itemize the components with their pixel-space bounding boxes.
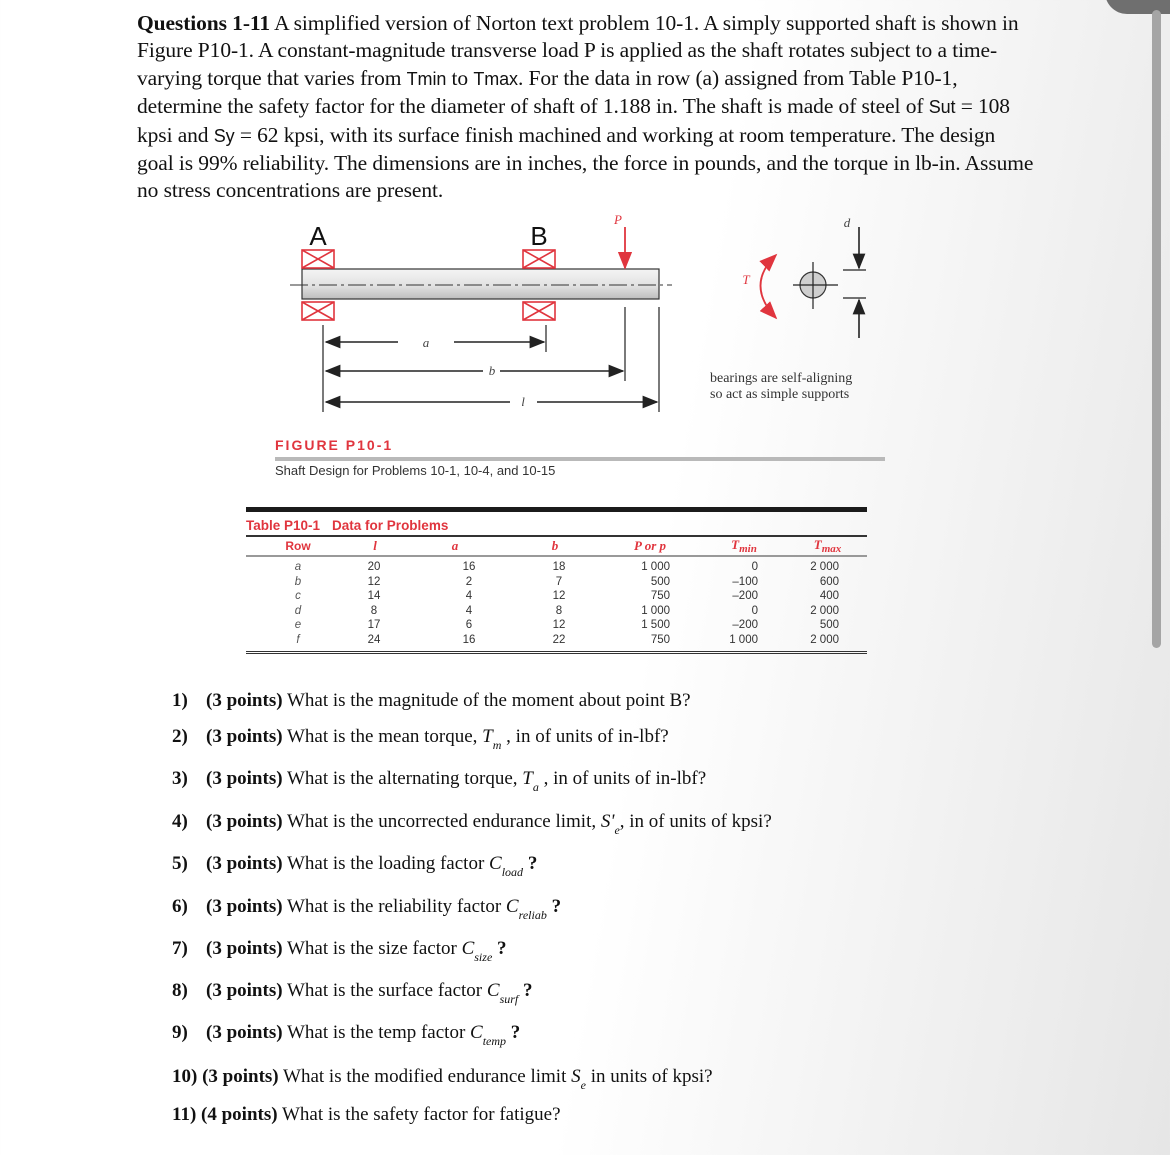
question-points: (3 points) — [206, 980, 283, 1001]
question-points: (3 points) — [206, 938, 283, 959]
col-header-b: b — [510, 536, 600, 556]
cell-a: 16 — [462, 561, 476, 573]
symbol: C — [489, 853, 502, 874]
col-header-l: l — [350, 536, 400, 556]
cell-l: 12 — [367, 575, 381, 588]
cell-p: 1 500 — [641, 619, 670, 632]
cell-l: 20 — [367, 561, 381, 573]
cell-b: 18 — [552, 561, 566, 573]
col-header-p: P or p — [600, 536, 700, 556]
symbol: T — [522, 768, 533, 789]
bearing-note: bearings are self-aligning so act as simple supports — [710, 371, 853, 402]
cell-a: 4 — [465, 604, 473, 617]
symbol-subscript: reliab — [518, 908, 547, 922]
table-row — [246, 633, 867, 652]
cell-p: 1 000 — [641, 604, 670, 617]
cell-p: 500 — [650, 575, 670, 588]
cell-b: 12 — [552, 619, 566, 632]
cell-p: 750 — [650, 590, 670, 603]
cell-tmin: 1 000 — [729, 633, 758, 646]
col-header-tmax: $T_{max}$ — [788, 536, 867, 556]
data-table-p10-1 — [246, 507, 867, 654]
label-t: T — [742, 272, 750, 287]
label-d: d — [843, 215, 851, 230]
cell-a: 6 — [465, 619, 473, 632]
cell-tmax: 2 000 — [810, 604, 839, 617]
question-points: (3 points) — [206, 690, 283, 711]
cell-tmax: 500 — [819, 619, 839, 632]
problem-statement: Questions 1-11 A simplified version of Norton text problem 10-1. A simply supported shaft is shown in Figure P10-1. A constant-magnitude transverse load P is applied as the shaft rotates subject to a time-varying torque that varies from Tmin to Tmax. For the data in row (a) assigned from Table P10-1, determine the safety factor for the diameter of shaft of 1.188 in. The shaft is made of steel of Sut = 108 kpsi and Sy = 62 kpsi, with its surface finish machined and working at room temperature. The design goal is 99% reliability. The dimensions are in inches, the force in pounds, and the torque in lb-in. Assume no stress concentrations are present. — [137, 11, 1034, 203]
cell-l: 24 — [367, 633, 381, 646]
figure-p10-1 — [270, 205, 890, 480]
cell-tmin: –200 — [732, 619, 758, 632]
symbol: C — [486, 980, 500, 1001]
question-points: (4 points) — [201, 1104, 278, 1125]
col-header-a: a — [400, 536, 510, 556]
cell-tmax: 600 — [819, 575, 839, 588]
cell-b: 22 — [552, 633, 566, 646]
dim-l-label: l — [521, 394, 525, 409]
problem-lead: Questions 1-11 — [137, 11, 270, 35]
symbol: T — [482, 726, 493, 747]
question-points: (3 points) — [206, 1022, 283, 1043]
cell-tmax: 2 000 — [810, 561, 839, 573]
symbol-subscript: temp — [482, 1034, 507, 1048]
question-points: (3 points) — [206, 811, 283, 832]
question-7: 7) (3 points) What is the size factor $C_{size}$ ? — [172, 938, 507, 964]
table-row — [246, 589, 867, 604]
dim-a-label: a — [422, 335, 430, 350]
symbol: S — [571, 1066, 581, 1087]
figure-caption: Shaft Design for Problems 10-1, 10-4, and 10-15 — [275, 463, 556, 478]
cell-p: 750 — [650, 633, 670, 646]
cell-l: 8 — [370, 604, 378, 617]
cell-a: 2 — [465, 575, 473, 588]
cell-tmin: 0 — [751, 561, 758, 573]
table-row — [246, 604, 867, 619]
cell-b: 8 — [555, 604, 563, 617]
table-row — [246, 556, 867, 575]
question-11: 11) (4 points) What is the safety factor for fatigue? — [172, 1104, 561, 1125]
symbol-subscript: size — [474, 950, 493, 964]
cell-tmin: –100 — [732, 575, 758, 588]
cell-p: 1 000 — [641, 561, 670, 573]
cell-tmin: 0 — [751, 604, 758, 617]
table-top-rule — [246, 507, 867, 512]
torque-arrow-icon — [761, 255, 777, 318]
figure-title: FIGURE P10-1 — [275, 437, 394, 453]
figure-divider — [275, 457, 885, 461]
question-points: (3 points) — [206, 896, 283, 917]
question-points: (3 points) — [206, 768, 283, 789]
symbol: C — [461, 938, 475, 959]
dim-b-label: b — [488, 363, 496, 378]
symbol: C — [470, 1022, 483, 1043]
cell-tmin: –200 — [732, 590, 758, 603]
symbol-subscript: a — [532, 780, 539, 794]
question-5: 5) (3 points) What is the loading factor $C_{load}$ ? — [172, 853, 538, 879]
cell-tmax: 2 000 — [810, 633, 839, 646]
cell-a: 16 — [462, 633, 476, 646]
question-2: 2) (3 points) What is the mean torque, $T_m$ , in of units of in-lbf? — [172, 726, 669, 752]
question-3: 3) (3 points) What is the alternating torque, $T_a$ , in of units of in-lbf? — [172, 768, 707, 794]
symbol-subscript: m — [492, 738, 502, 752]
label-p: P — [614, 212, 622, 227]
vertical-scrollbar[interactable] — [1152, 10, 1161, 648]
cell-row: e — [294, 619, 302, 632]
table-title: Table P10-1 Data for Problems — [246, 518, 449, 533]
cell-b: 7 — [555, 575, 563, 588]
cell-row: b — [294, 575, 302, 588]
shaft — [302, 269, 659, 299]
question-1: 1) (3 points) What is the magnitude of the moment about point B? — [172, 690, 691, 711]
cell-a: 4 — [465, 590, 473, 603]
table-row — [246, 618, 867, 633]
col-header-row: Row — [246, 536, 350, 556]
cross-section-icon — [793, 227, 866, 338]
symbol-subscript: e — [614, 823, 620, 837]
cell-l: 17 — [367, 619, 381, 632]
data-table — [246, 535, 867, 654]
cell-tmax: 400 — [819, 590, 839, 603]
symbol: S' — [600, 811, 615, 832]
symbol-subscript: load — [501, 865, 524, 879]
question-10: 10) (3 points) What is the modified endurance limit $S_e$ in units of kpsi? — [172, 1066, 713, 1092]
table-header-row — [246, 536, 867, 556]
question-points: (3 points) — [202, 1066, 279, 1087]
cell-row: f — [296, 633, 300, 646]
question-points: (3 points) — [206, 853, 283, 874]
cell-b: 12 — [552, 590, 566, 603]
cell-row: c — [295, 590, 301, 603]
question-4: 4) (3 points) What is the uncorrected endurance limit, $S'_e$, in of units of kpsi? — [172, 811, 772, 837]
table-row — [246, 575, 867, 590]
col-header-tmin: $T_{min}$ — [700, 536, 788, 556]
question-9: 9) (3 points) What is the temp factor $C_{temp}$ ? — [172, 1022, 521, 1048]
question-8: 8) (3 points) What is the surface factor $C_{surf}$ ? — [172, 980, 533, 1006]
cell-row: d — [294, 604, 302, 617]
question-points: (3 points) — [206, 726, 283, 747]
cell-l: 14 — [367, 590, 381, 603]
symbol-subscript: e — [580, 1078, 586, 1092]
question-6: 6) (3 points) What is the reliability factor $C_{reliab}$ ? — [172, 896, 562, 922]
label-b: B — [530, 221, 548, 251]
symbol-subscript: surf — [499, 992, 519, 1006]
symbol: C — [505, 896, 519, 917]
label-a: A — [309, 221, 327, 251]
cell-row: a — [294, 561, 302, 573]
